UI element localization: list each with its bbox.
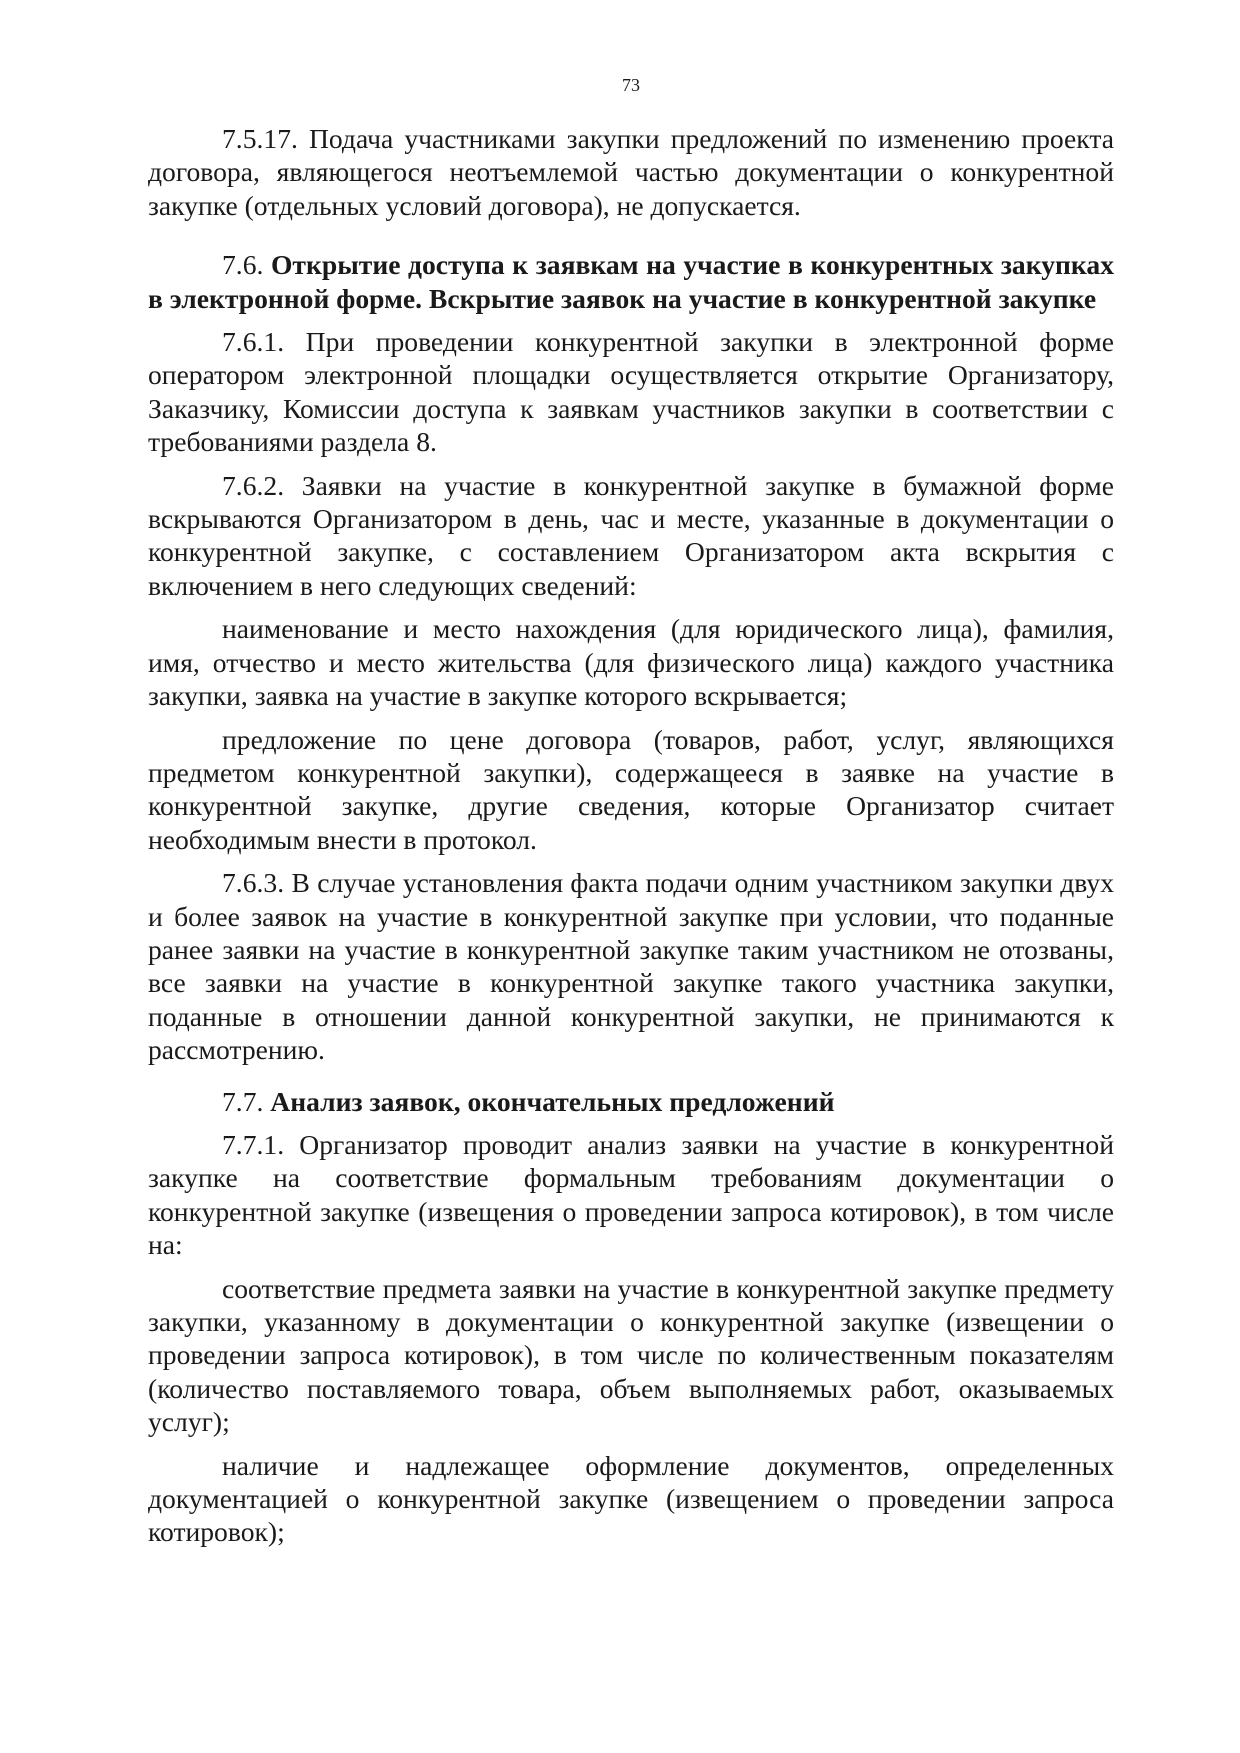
section-number-7-7: 7.7. [222,1085,264,1117]
paragraph-7-6-2-item-a: наименование и место нахождения (для юридического лица), фамилия, имя, отчество и место жительства (для физического лица) каждого участника закупки, заявка на участие в закупке которого вскрывается; [148,613,1114,712]
paragraph-7-7-1-item-a: соответствие предмета заявки на участие в конкурентной закупке предмету закупки, указанному в документации о конкурентной закупке (извещении о проведении запроса котировок), в том числе по количественным показателям (количество поставляемого товара, объем выполняемых работ, оказываемых услуг); [148,1272,1114,1438]
section-title-7-7: Анализ заявок, окончательных предложений [270,1085,835,1117]
document-page [148,0,1114,1753]
paragraph-7-6-1: 7.6.1. При проведении конкурентной закупки в электронной форме оператором электронной площадки осуществляется открытие Организатору, Заказчику, Комиссии доступа к заявкам участников закупки в соответствии с требованиями раздела 8. [148,326,1114,458]
paragraph-7-6-2-item-b: предложение по цене договора (товаров, работ, услуг, являющихся предметом конкурентной закупки), содержащееся в заявке на участие в конкурентной закупке, другие сведения, которые Организатор считает необходимым внести в протокол. [148,723,1114,855]
page-number: 73 [622,75,640,95]
section-heading-7-6 [148,248,1114,315]
paragraph-7-5-17: 7.5.17. Подача участниками закупки предложений по изменению проекта договора, являющегося неотъемлемой частью документации о конкурентной закупке (отдельных условий договора), не допускается. [148,123,1114,221]
paragraph-7-7-1-item-b: наличие и надлежащее оформление документов, определенных документацией о конкурентной закупке (извещением о проведении запроса котировок); [148,1449,1114,1548]
section-number-7-6: 7.6. [222,249,264,281]
section-heading-7-7 [148,1085,1114,1118]
paragraph-7-7-1: 7.7.1. Организатор проводит анализ заявки на участие в конкурентной закупке на соответствие формальным требованиям документации о конкурентной закупке (извещения о проведении запроса котировок), в том числе на: [148,1128,1114,1261]
document-body [148,122,1114,1559]
paragraph-7-6-2: 7.6.2. Заявки на участие в конкурентной закупке в бумажной форме вскрываются Организатором в день, час и месте, указанные в документации о конкурентной закупке, с составлением Организатором акта вскрытия с включением в него следующих сведений: [148,469,1114,601]
section-title-7-6: Открытие доступа к заявкам на участие в конкурентных закупках в электронной форме. Вскрытие заявок на участие в конкурентной закупке [148,249,1114,314]
paragraph-7-6-3: 7.6.3. В случае установления факта подачи одним участником закупки двух и более заявок на участие в конкурентной закупке при условии, что поданные ранее заявки на участие в конкурентной закупке таким участником не отозваны, все заявки на участие в конкурентной закупке такого участника закупки, поданные в отношении данной конкурентной закупки, не принимаются к рассмотрению. [148,867,1114,1066]
